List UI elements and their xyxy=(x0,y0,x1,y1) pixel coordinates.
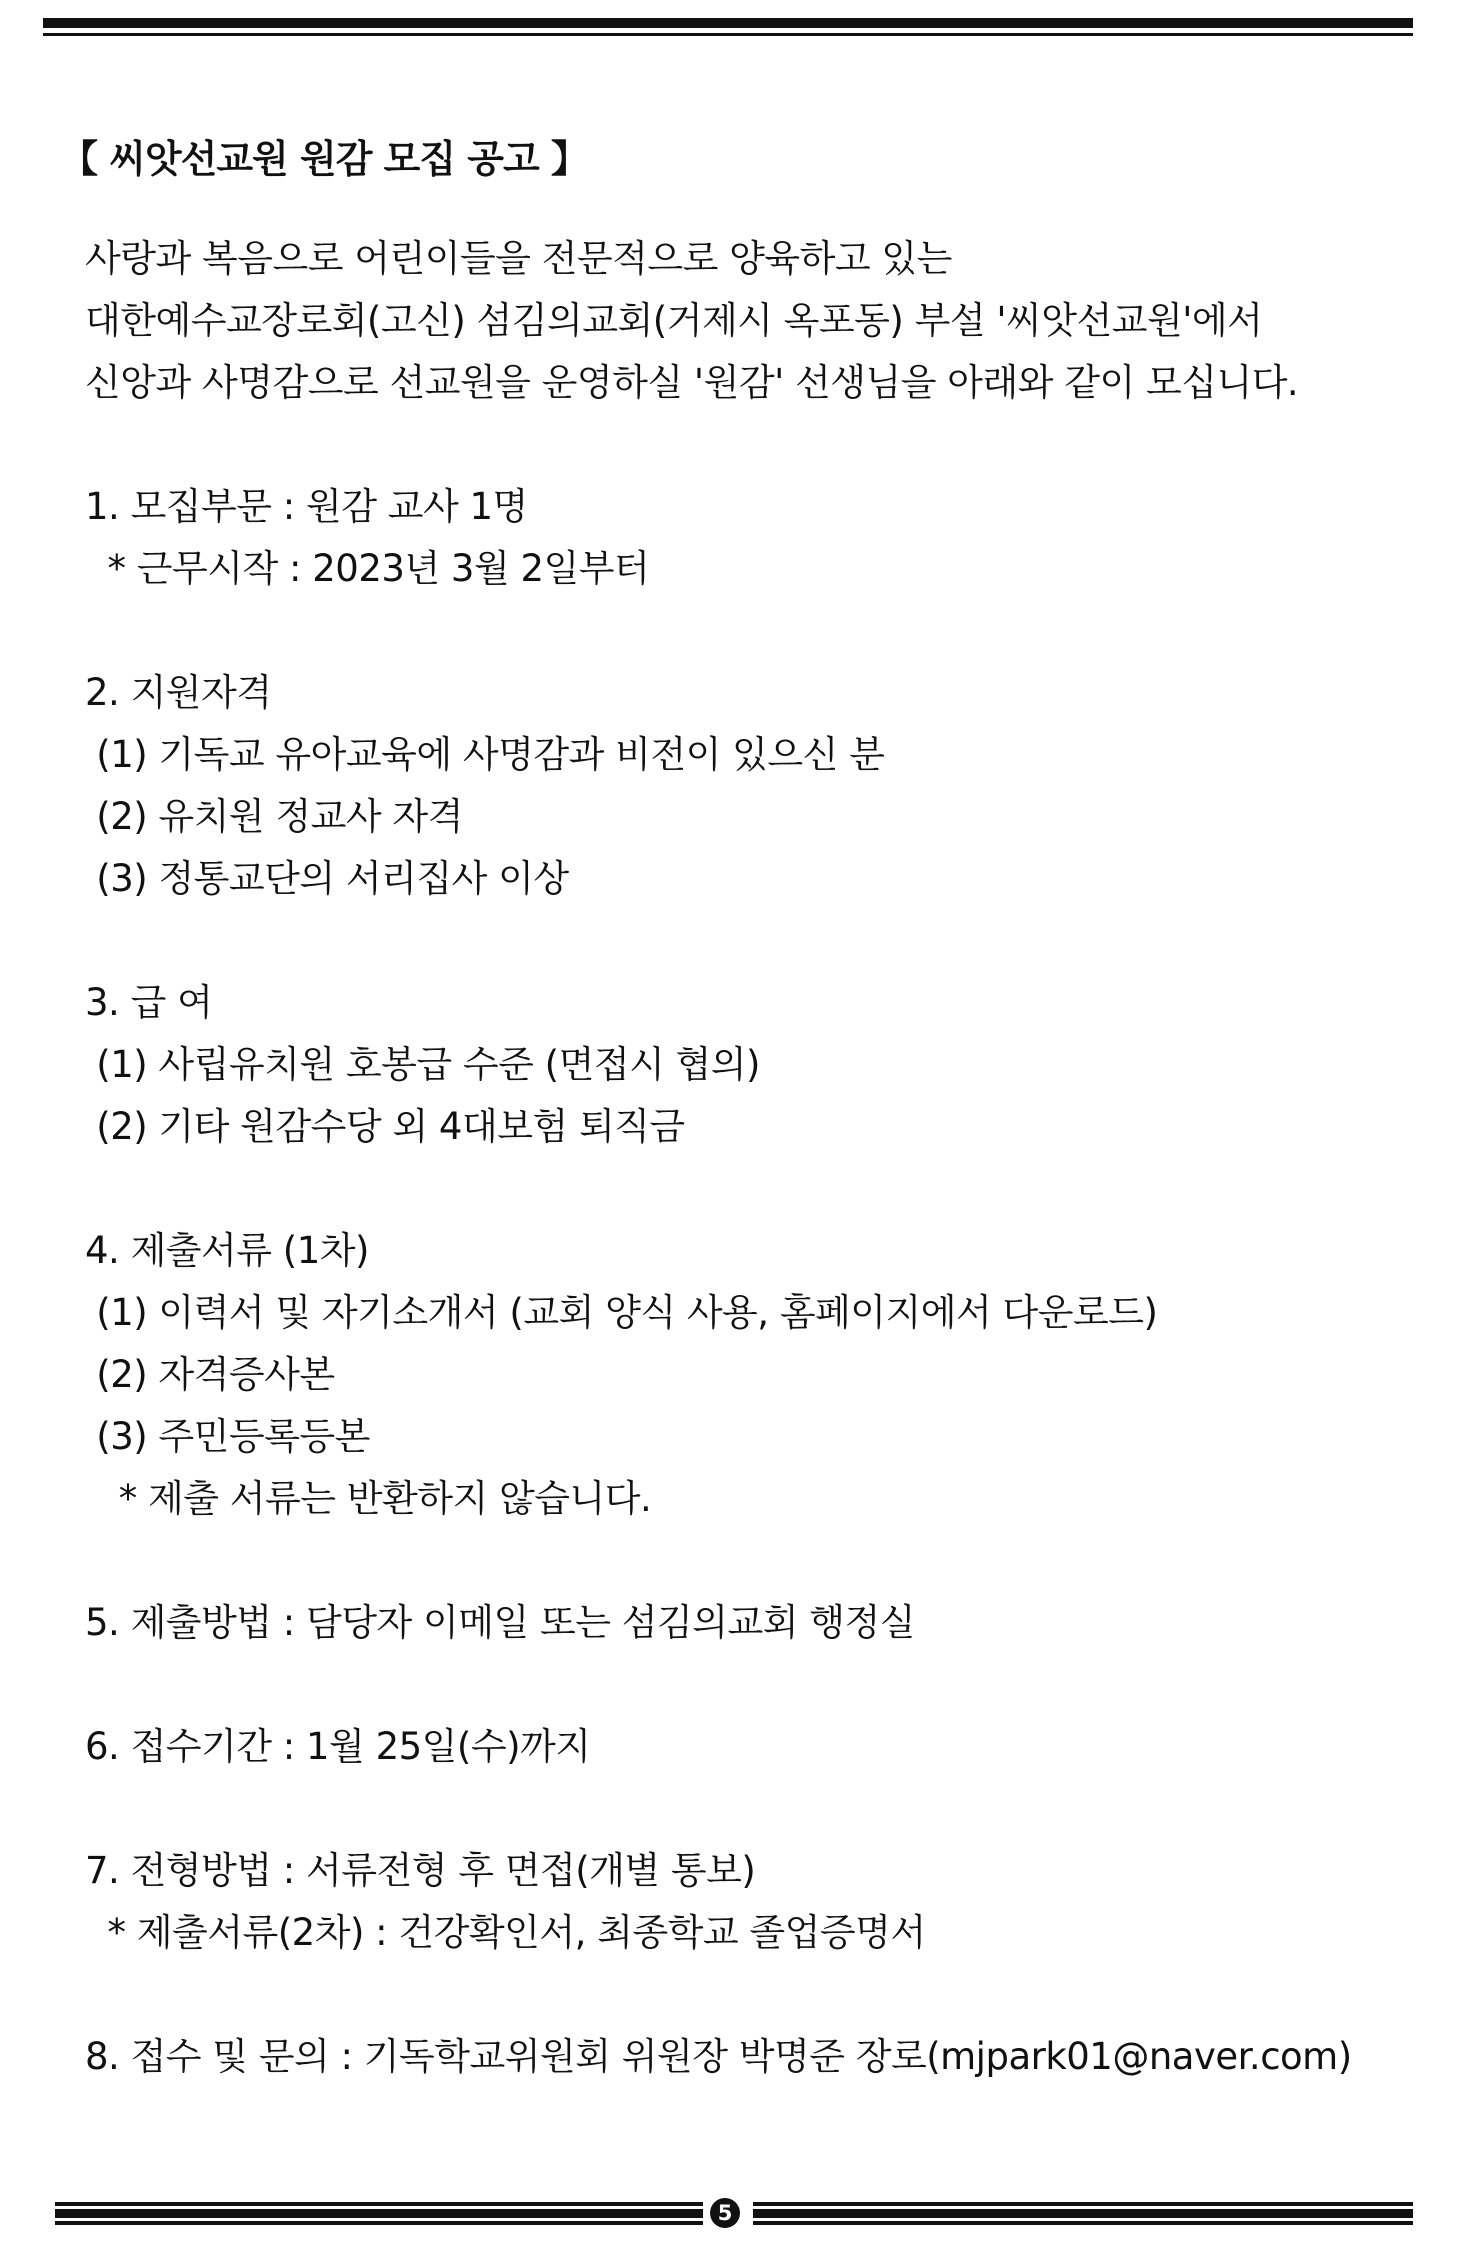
section-documents xyxy=(85,1220,1425,1530)
section-heading: 5. 제출방법 : 담당자 이메일 또는 섬김의교회 행정실 xyxy=(85,1601,915,1644)
footer-rule-left xyxy=(55,2202,703,2225)
intro-line: 사랑과 복음으로 어린이들을 전문적으로 양육하고 있는 xyxy=(85,237,952,280)
intro-line: 대한예수교장로회(고신) 섬김의교회(거제시 옥포동) 부설 '씨앗선교원'에서 xyxy=(85,299,1263,342)
section-recruit-field xyxy=(85,476,1425,600)
section-note: * 제출 서류는 반환하지 않습니다. xyxy=(85,1477,652,1520)
list-item: (1) 사립유치원 호봉급 수준 (면접시 협의) xyxy=(85,1043,760,1086)
section-heading: 1. 모집부문 : 원감 교사 1명 xyxy=(85,485,528,528)
section-note: * 제출서류(2차) : 건강확인서, 최종학교 졸업증명서 xyxy=(85,1911,926,1954)
notice-title: 【 씨앗선교원 원감 모집 공고 】 xyxy=(60,137,588,181)
section-submission-method xyxy=(85,1592,1425,1654)
section-selection xyxy=(85,1840,1425,1964)
section-salary xyxy=(85,972,1425,1158)
list-item: (1) 기독교 유아교육에 사명감과 비전이 있으신 분 xyxy=(85,733,885,776)
footer-rule-right xyxy=(753,2202,1413,2225)
section-heading: 4. 제출서류 (1차) xyxy=(85,1229,369,1272)
section-heading: 2. 지원자격 xyxy=(85,671,272,714)
list-item: (3) 정통교단의 서리집사 이상 xyxy=(85,857,569,900)
section-contact xyxy=(85,2026,1425,2088)
footer-rule xyxy=(55,2198,1413,2228)
intro-paragraph xyxy=(85,228,1425,414)
list-item: (2) 자격증사본 xyxy=(85,1353,335,1396)
top-double-rule xyxy=(43,18,1413,36)
section-qualifications xyxy=(85,662,1425,910)
section-heading: 8. 접수 및 문의 : 기독학교위원회 위원장 박명준 장로(mjpark01@naver.com) xyxy=(85,2035,1352,2078)
section-heading: 3. 급 여 xyxy=(85,981,213,1024)
section-deadline xyxy=(85,1716,1425,1778)
section-heading: 7. 전형방법 : 서류전형 후 면접(개별 통보) xyxy=(85,1849,756,1892)
list-item: (3) 주민등록등본 xyxy=(85,1415,370,1458)
list-item: (2) 기타 원감수당 외 4대보험 퇴직금 xyxy=(85,1105,685,1148)
notice-body xyxy=(85,228,1425,2088)
intro-line: 신앙과 사명감으로 선교원을 운영하실 '원감' 선생님을 아래와 같이 모십니다. xyxy=(85,361,1299,404)
page-number: 5 xyxy=(710,2198,740,2228)
section-heading: 6. 접수기간 : 1월 25일(수)까지 xyxy=(85,1725,591,1768)
section-note: * 근무시작 : 2023년 3월 2일부터 xyxy=(85,547,650,590)
list-item: (2) 유치원 정교사 자격 xyxy=(85,795,463,838)
list-item: (1) 이력서 및 자기소개서 (교회 양식 사용, 홈페이지에서 다운로드) xyxy=(85,1291,1158,1334)
